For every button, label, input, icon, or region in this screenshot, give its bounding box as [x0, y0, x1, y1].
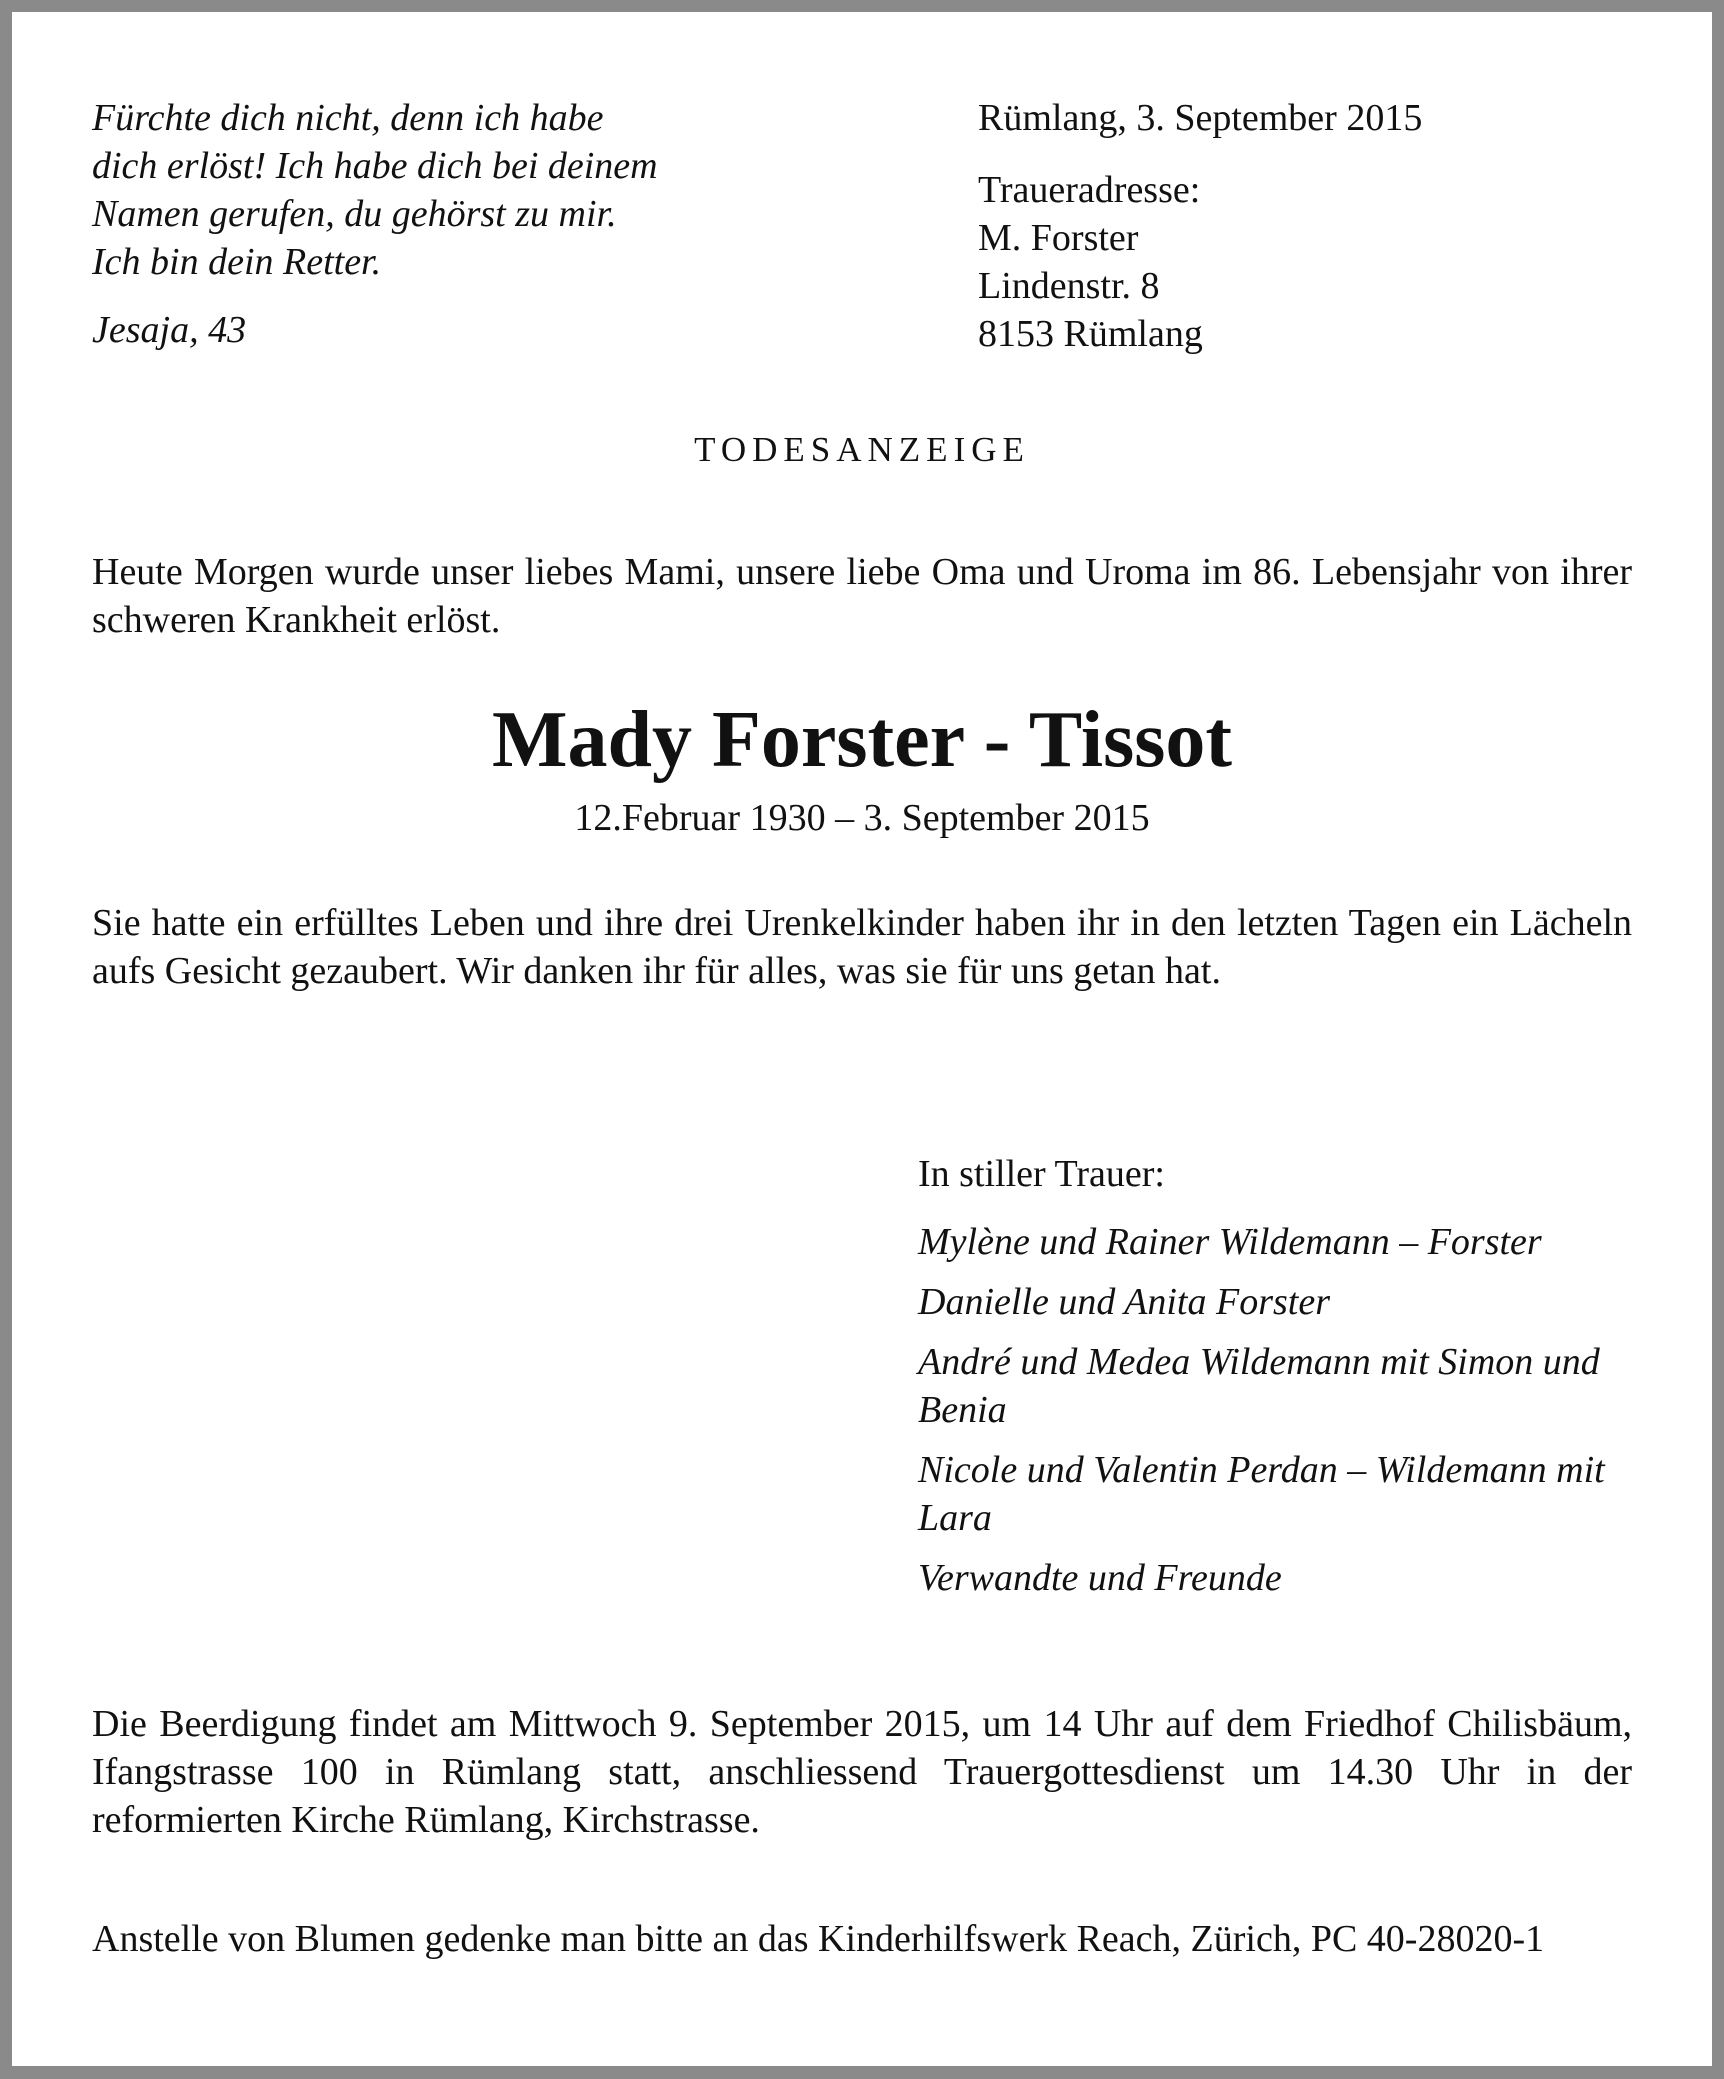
address-street: Lindenstr. 8	[978, 265, 1160, 307]
mourner-entry: Verwandte und Freunde	[918, 1557, 1282, 1599]
mourners-label: In stiller Trauer:	[918, 1153, 1165, 1195]
mourner-entry: Nicole und Valentin Perdan – Wildemann mit Lara	[918, 1449, 1605, 1539]
mourner-entry: André und Medea Wildemann mit Simon und Benia	[918, 1341, 1600, 1431]
life-dates: 12.Februar 1930 – 3. September 2015	[574, 797, 1150, 839]
bible-quote	[92, 94, 852, 354]
tribute-paragraph: Sie hatte ein erfülltes Leben und ihre drei Urenkelkinder haben ihr in den letzten Tagen ein Lächeln aufs Gesicht gezaubert. Wir danken ihr für alles, was sie für uns getan hat.	[92, 902, 1632, 992]
quote-line: Ich bin dein Retter.	[92, 241, 382, 283]
place-date: Rümlang, 3. September 2015	[978, 97, 1423, 139]
quote-reference: Jesaja, 43	[92, 309, 247, 351]
quote-line: Namen gerufen, du gehörst zu mir.	[92, 193, 617, 235]
deceased-name: Mady Forster - Tissot	[492, 696, 1232, 784]
funeral-paragraph: Die Beerdigung findet am Mittwoch 9. September 2015, um 14 Uhr auf dem Friedhof Chilisbäum, Ifangstrasse 100 in Rümlang statt, anschliessend Trauergottesdienst um 14.30 Uhr in der reformierten Kirche Rümlang, Kirchstrasse.	[92, 1703, 1632, 1841]
mourners-list	[918, 1218, 1638, 1602]
address-city: 8153 Rümlang	[978, 313, 1203, 355]
donation-paragraph: Anstelle von Blumen gedenke man bitte an das Kinderhilfswerk Reach, Zürich, PC 40-28020-1	[92, 1918, 1545, 1960]
mourners-block	[918, 1150, 1638, 1614]
address-label: Traueradresse:	[978, 169, 1201, 211]
mourner-entry: Danielle und Anita Forster	[918, 1281, 1330, 1323]
address-name: M. Forster	[978, 217, 1139, 259]
notice-heading: TODESANZEIGE	[694, 430, 1030, 469]
quote-line: dich erlöst! Ich habe dich bei deinem	[92, 145, 658, 187]
mourner-entry: Mylène und Rainer Wildemann – Forster	[918, 1221, 1542, 1263]
quote-line: Fürchte dich nicht, denn ich habe	[92, 97, 604, 139]
obituary-page	[12, 12, 1712, 2066]
intro-paragraph: Heute Morgen wurde unser liebes Mami, unsere liebe Oma und Uroma im 86. Lebensjahr von ihrer schweren Krankheit erlöst.	[92, 551, 1632, 641]
mourning-address-block	[978, 94, 1628, 358]
